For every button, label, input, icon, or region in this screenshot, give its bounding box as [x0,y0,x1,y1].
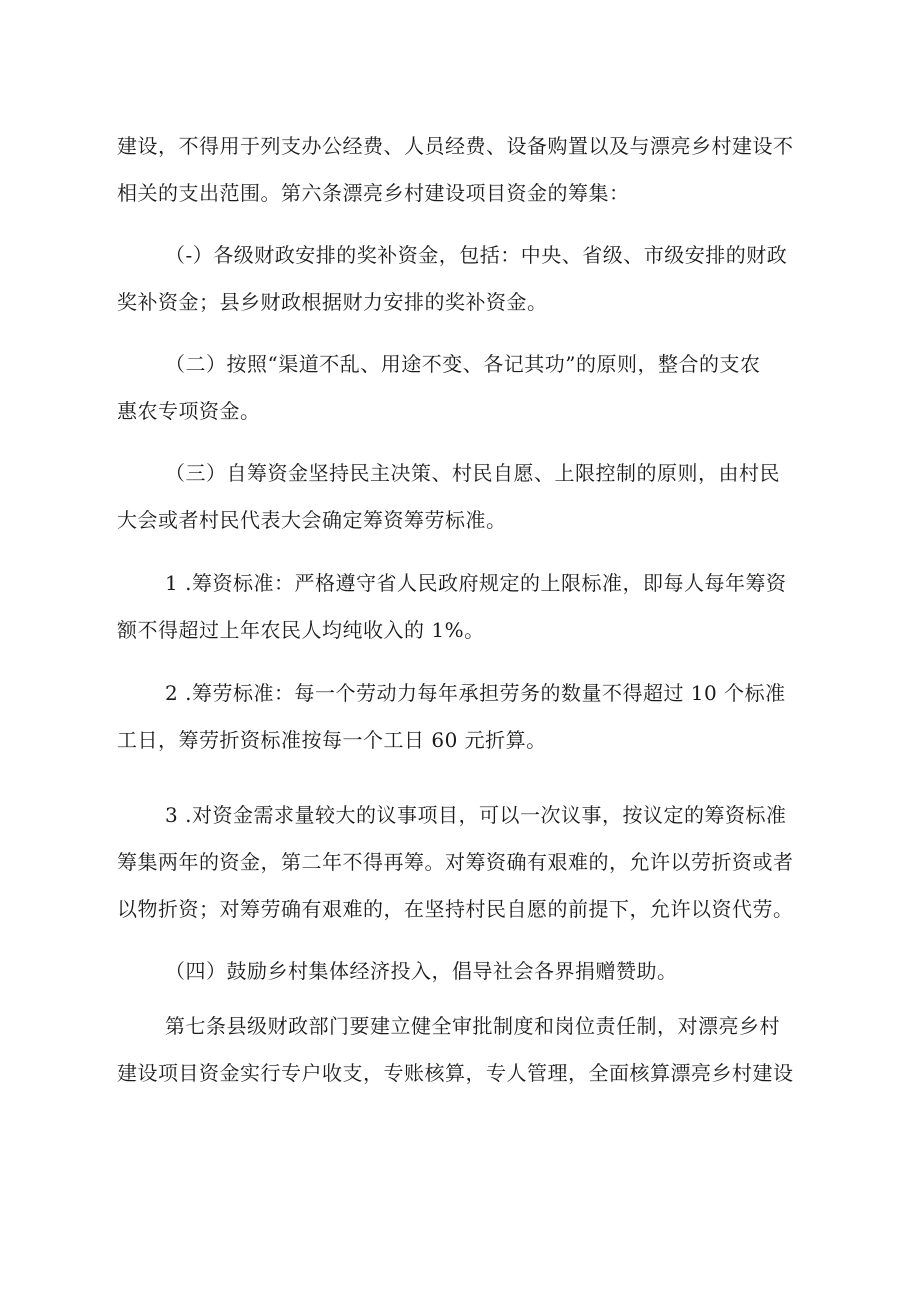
text-line: 以物折资；对筹劳确有艰难的，在坚持村民自愿的前提下，允许以资代劳。 [117,897,794,921]
text-line: 建设，不得用于列支办公经费、人员经费、设备购置以及与漂亮乡村建设不 [117,134,794,158]
text-line: （-）各级财政安排的奖补资金，包括：中央、省级、市级安排的财政 [165,243,788,267]
text-line: 奖补资金；县乡财政根据财力安排的奖补资金。 [117,290,548,314]
paragraph-article-7 [117,1003,829,1097]
text-line: 筹集两年的资金，第二年不得再筹。对筹资确有艰难的，允许以劳折资或者 [117,850,794,874]
paragraph-funding-scope [117,123,829,217]
text-line: 工日，筹劳折资标准按每一个工日 60 元折算。 [117,728,547,752]
paragraph-sub-2 [117,670,829,764]
text-line: （三）自筹资金坚持民主决策、村民自愿、上限控制的原则，由村民 [165,461,780,485]
text-line: 建设项目资金实行专户收支，专账核算，专人管理，全面核算漂亮乡村建设 [117,1061,794,1085]
text-line: 1 .筹资标准：严格遵守省人民政府规定的上限标准，即每人每年筹资 [165,571,787,595]
text-line: 3 .对资金需求量较大的议事项目，可以一次议事，按议定的筹资标准 [165,803,787,827]
text-line: （二）按照“渠道不乱、用途不变、各记其功”的原则，整合的支农 [165,352,761,376]
text-line: 额不得超过上年农民人均纯收入的 1%。 [117,618,485,642]
paragraph-sub-1 [117,560,829,654]
paragraph-item-4 [117,948,829,995]
paragraph-item-1 [117,232,829,326]
text-line: 惠农专项资金。 [117,399,261,423]
paragraph-item-3 [117,450,829,544]
text-line: 大会或者村民代表大会确定筹资筹劳标准。 [117,508,507,532]
paragraph-item-2 [117,341,829,435]
text-line: （四）鼓励乡村集体经济投入，倡导社会各界捐赠赞助。 [165,959,678,983]
text-line: 2 .筹劳标准：每一个劳动力每年承担劳务的数量不得超过 10 个标准 [165,681,786,705]
text-line: 第七条县级财政部门要建立健全审批制度和岗位责任制，对漂亮乡村 [165,1014,780,1038]
paragraph-sub-3 [117,792,829,933]
text-line: 相关的支出范围。第六条漂亮乡村建设项目资金的筹集： [117,181,630,205]
